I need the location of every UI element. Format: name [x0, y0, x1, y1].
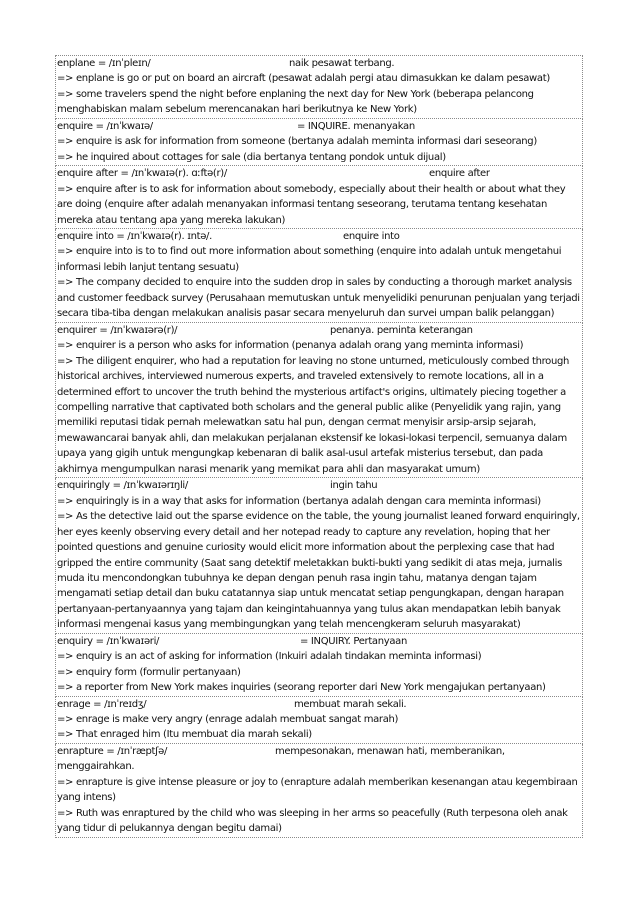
dictionary-page: [55, 55, 583, 838]
entry-headword-line: [57, 119, 581, 134]
entry-term: enrage = /ɪnˈreɪdʒ/: [57, 698, 147, 710]
entry-term: enrapture = /ɪnˈræptʃə/: [57, 745, 168, 757]
entry-headword-line: [57, 56, 581, 71]
dictionary-entry: [55, 229, 583, 323]
entry-line: => That enraged him (Itu membuat dia marah sekali): [57, 729, 312, 741]
entry-line: => enquiry form (formulir pertanyaan): [57, 666, 241, 678]
entry-line: => enquire after is to ask for information about somebody, especially about their health or about what they are doing (enquire after adalah menanyakan informasi tentang seseorang, terutama tentang kesehatan mereka atau tentang apa yang mereka lakukan): [57, 183, 566, 226]
entry-headword-line: [57, 323, 581, 338]
entry-line: => As the detective laid out the sparse evidence on the table, the young journalist leaned forward enquiringly, her eyes keenly observing every detail and her notepad ready to capture any revelation, hoping that her pointed questions and genuine curiosity would elicit more information about the perplexing case that had gripped the entire community (Saat sang detektif meletakkan bukti-bukti yang sedikit di atas meja, jurnalis muda itu mencondongkan tubuhnya ke depan dengan penuh rasa ingin tahu, matanya dengan tajam mengamati setiap detail dan buku catatannya siap untuk mencatat setiap pengungkapan, dengan harapan pertanyaan-pertanyaannya yang tajam dan keingintahuannya yang tulus akan mendapatkan lebih banyak informasi mengenai kasus yang membingungkan yang telah mencengkeram seluruh masyarakat): [57, 511, 580, 631]
entry-meaning: naik pesawat terbang.: [289, 58, 395, 69]
entry-line: => enquire into is to to find out more information about something (enquire into adalah untuk mengetahui informasi lebih lanjut tentang sesuatu): [57, 246, 562, 273]
entry-meaning: = INQUIRE. menanyakan: [297, 120, 415, 132]
entry-term: enquirer = /ɪnˈkwaɪərə(r)/: [57, 324, 178, 336]
entry-term: enquire into = /ɪnˈkwaɪə(r). ɪntə/.: [57, 230, 212, 242]
dictionary-entry: [55, 744, 583, 838]
entry-line: => enplane is go or put on board an aircraft (pesawat adalah pergi atau dimasukkan ke dalam pesawat): [57, 73, 550, 85]
entry-line: menggairahkan.: [57, 761, 135, 773]
entry-line: => enquiringly is in a way that asks for information (bertanya adalah dengan cara meminta informasi): [57, 495, 541, 507]
entry-headword-line: [57, 697, 581, 712]
entry-headword-line: [57, 478, 581, 493]
entry-meaning: penanya. peminta keterangan: [330, 324, 473, 336]
entry-line: => The company decided to enquire into the sudden drop in sales by conducting a thorough market analysis and customer feedback survey (Perusahaan memutuskan untuk menyelidiki penurunan penjualan yang terjadi secara tiba-tiba dengan melakukan analisis pasar secara menyeluruh dan survei umpan balik pelanggan): [57, 277, 580, 320]
dictionary-entry: [55, 478, 583, 634]
entry-line: => a reporter from New York makes inquiries (seorang reporter dari New York mengajukan pertanyaan): [57, 682, 546, 694]
entry-line: => enrage is make very angry (enrage adalah membuat sangat marah): [57, 714, 399, 726]
entry-meaning: enquire after: [429, 168, 490, 180]
dictionary-entry: [55, 634, 583, 697]
entry-term: enquire = /ɪnˈkwaɪə/: [57, 120, 153, 132]
entry-line: => The diligent enquirer, who had a reputation for leaving no stone unturned, meticulously combed through historical archives, interviewed numerous experts, and traveled extensively to remote locations, all in a determined effort to uncover the truth behind the mysterious artifact's origins, ultimately piecing together a compelling narrative that captivated both scholars and the general public alike (Penyelidik yang rajin, yang memiliki reputasi tidak pernah melewatkan satu hal pun, dengan cermat menyisir arsip-arsip sejarah, mewawancarai banyak ahli, dan melakukan perjalanan ekstensif ke lokasi-lokasi terpencil, semuanya dalam upaya yang gigih untuk mengungkap kebenaran di balik asal-usul artefak misterius tersebut, dan pada akhirnya mengumpulkan narasi menarik yang memikat para ahli dan masyarakat umum): [57, 355, 570, 475]
dictionary-entry: [55, 323, 583, 479]
entry-term: enplane = /ɪnˈpleɪn/: [57, 58, 151, 69]
entry-term: enquiry = /ɪnˈkwaɪəri/: [57, 635, 160, 647]
entry-headword-line: [57, 229, 581, 244]
entry-line: => enquirer is a person who asks for information (penanya adalah orang yang meminta informasi): [57, 340, 524, 352]
entry-line: => enquiry is an act of asking for information (Inkuiri adalah tindakan meminta informasi): [57, 651, 482, 663]
entry-line: => some travelers spend the night before enplaning the next day for New York (beberapa pelancong menghabiskan malam sebelum merencanakan hari berikutnya ke New York): [57, 88, 534, 116]
dictionary-entry: [55, 119, 583, 166]
dictionary-entry: [55, 697, 583, 744]
entry-meaning: = INQUIRY. Pertanyaan: [300, 635, 407, 647]
entry-meaning: ingin tahu: [330, 480, 378, 492]
dictionary-entry: [55, 55, 583, 119]
entry-line: => enquire is ask for information from someone (bertanya adalah meminta informasi dari seseorang): [57, 136, 537, 148]
entry-headword-line: [57, 166, 581, 181]
entry-line: => enrapture is give intense pleasure or joy to (enrapture adalah memberikan kesenangan atau kegembiraan yang intens): [57, 776, 578, 804]
entry-meaning: enquire into: [343, 230, 400, 242]
entry-term: enquire after = /ɪnˈkwaɪə(r). ɑːftə(r)/: [57, 168, 227, 180]
entry-line: => he inquired about cottages for sale (dia bertanya tentang pondok untuk dijual): [57, 151, 446, 163]
entry-headword-line: [57, 634, 581, 649]
entry-meaning: mempesonakan, menawan hati, memberanikan,: [275, 745, 505, 757]
entry-line: => Ruth was enraptured by the child who was sleeping in her arms so peacefully (Ruth terpesona oleh anak yang tidur di pelukannya dengan begitu damai): [57, 807, 568, 835]
entry-headword-line: [57, 744, 581, 759]
entry-meaning: membuat marah sekali.: [294, 698, 407, 710]
dictionary-entry: [55, 166, 583, 229]
entry-term: enquiringly = /ɪnˈkwaɪərɪŋli/: [57, 480, 188, 492]
